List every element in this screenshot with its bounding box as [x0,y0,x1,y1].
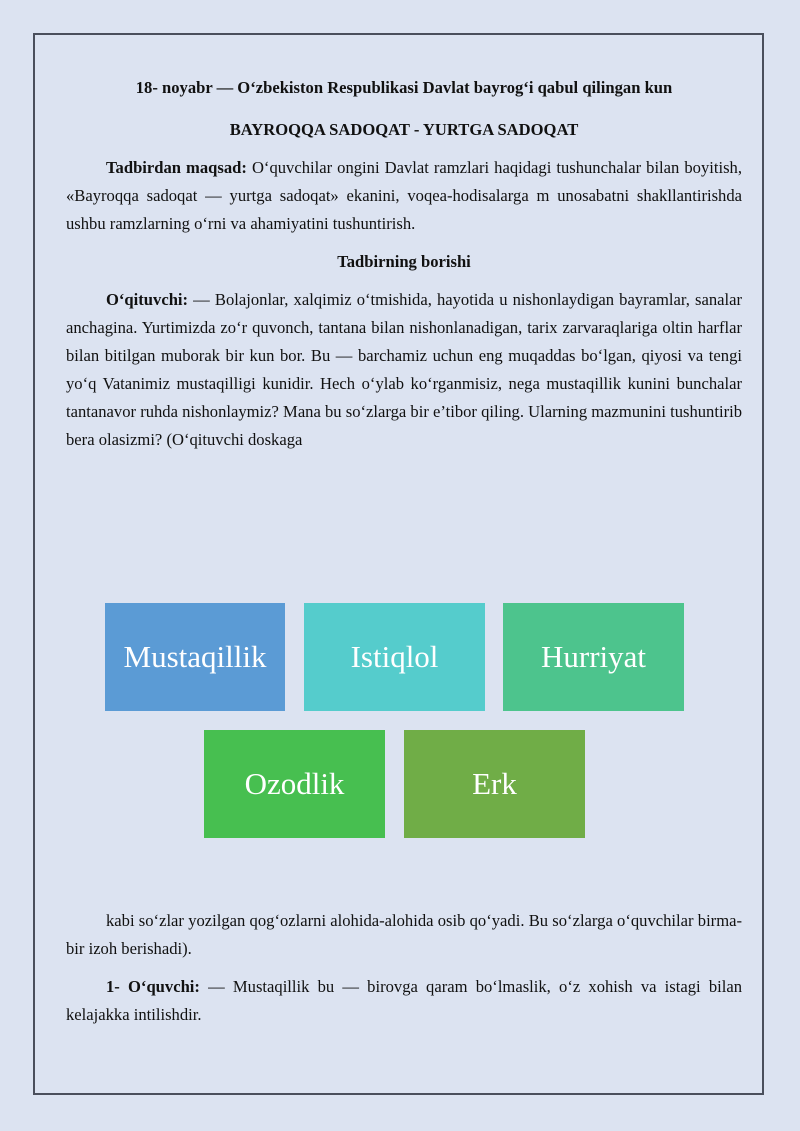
intro-text: O‘quvchilar ongini Davlat ramzlari haqidagi tushunchalar bilan boyitish, «Bayroqqa sadoqat — yurtga sadoqat» ekanini, voqea-hodisalarga m unosabatni shakllantirishda ushbu ramzlarning o‘rni va ahamiyatini tushuntirish. [66,158,742,233]
pupil1-paragraph [66,973,742,1029]
document-subtitle: BAYROQQA SADOQAT - YURTGA SADOQAT [229,120,579,139]
tile-erk: Erk [404,730,585,838]
intro-label: Tadbirdan maqsad: [106,158,247,177]
teacher-text: — Bolajonlar, xalqimiz o‘tmishida, hayotida u nishonlaydigan bayramlar, sanalar anchagina. Yurtimizda zo‘r quvonch, tantana bilan nishonlanadigan, tarix zarvaraqlariga oltin harflar bilan bitilgan muborak bir kun bor. Bu — barchamiz uchun eng muqaddas bo‘lgan, qiyosi va tengi yo‘q Vatanimiz mustaqilligi kunidir. Hech o‘ylab ko‘rganmisiz, nega mustaqillik kunini bunchalar tantanavor ruhda nishonlaymiz? Mana bu so‘zlarga bir e’tibor qiling. Ularning mazmunini tushuntirib bera olasizmi? (O‘qituvchi doskaga [66,290,742,449]
after-tiles-paragraph: kabi so‘zlar yozilgan qog‘ozlarni alohida-alohida osib qo‘yadi. Bu so‘zlarga o‘quvchilar birma-bir izoh berishadi). [66,911,742,958]
document-title: 18- noyabr — O‘zbekiston Respublikasi Davlat bayrog‘i qabul qilingan kun [135,78,673,97]
intro-paragraph [66,154,742,238]
pupil1-label: 1- O‘quvchi: [106,977,200,996]
tile-istiqlol: Istiqlol [304,603,485,711]
section-heading: Tadbirning borishi [337,252,471,271]
pupil1-text: — Mustaqillik bu — birovga qaram bo‘lmaslik, o‘z xohish va istagi bilan kelajakka intilishdir. [66,977,743,1024]
document-body [66,74,742,454]
tile-mustaqillik: Mustaqillik [105,603,285,711]
teacher-paragraph [66,286,742,454]
tile-hurriyat: Hurriyat [503,603,684,711]
tile-ozodlik: Ozodlik [204,730,385,838]
teacher-label: O‘qituvchi: [106,290,189,309]
document-body-continued [66,907,742,1029]
